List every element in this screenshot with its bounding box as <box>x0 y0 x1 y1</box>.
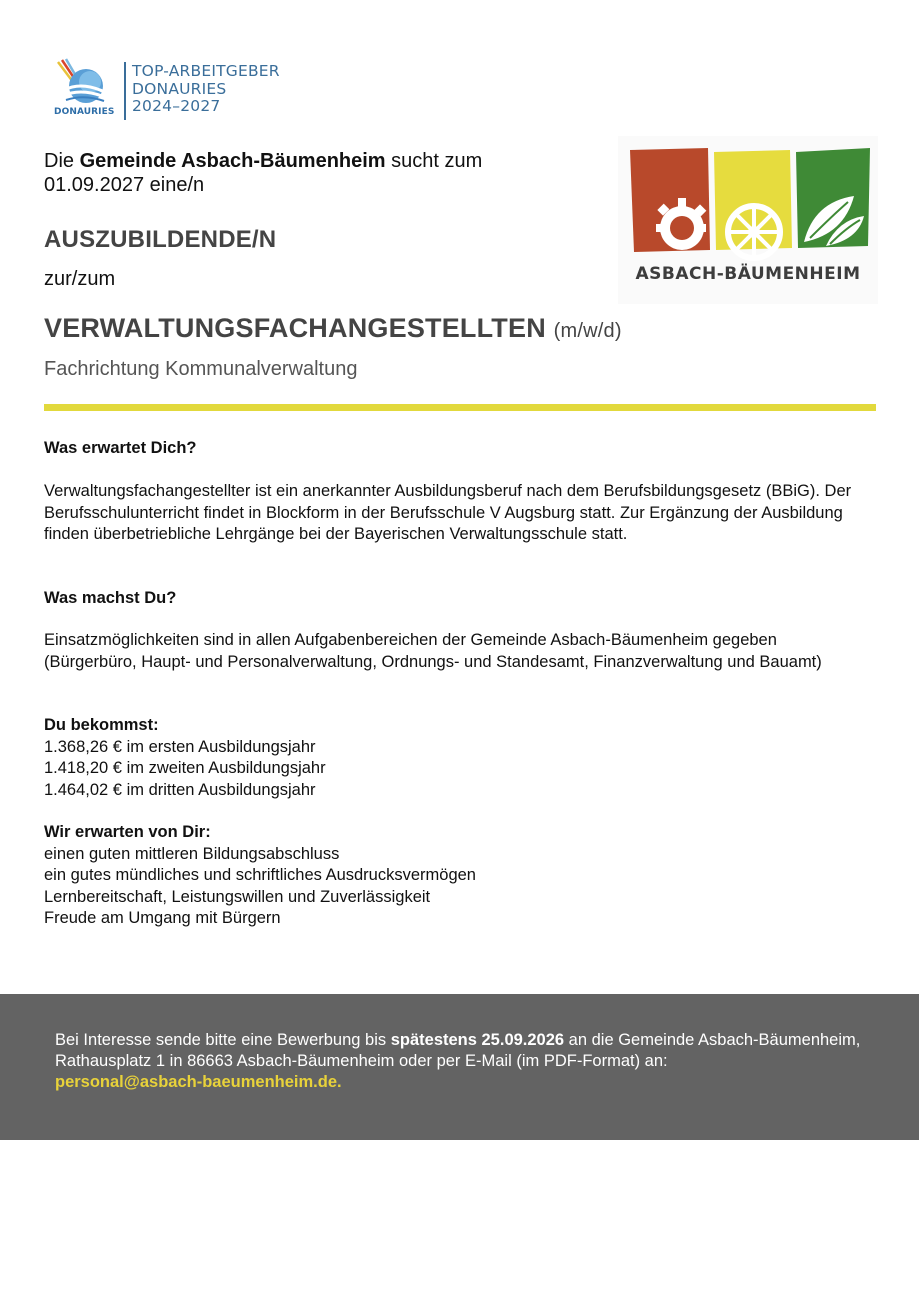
job-title-text: VERWALTUNGSFACHANGESTELLTEN <box>44 313 546 343</box>
section-requirements-heading: Wir erwarten von Dir: <box>44 823 211 841</box>
footer-deadline: spätestens 25.09.2026 <box>390 1031 565 1049</box>
requirement-item: ein gutes mündliches und schriftliches Ausdrucksvermögen <box>44 866 476 884</box>
municipality-emblem-icon <box>618 136 878 261</box>
section-tasks <box>44 588 884 610</box>
award-text <box>132 63 280 116</box>
intro-post: sucht zum <box>385 150 483 172</box>
award-line-1: TOP-ARBEITGEBER <box>132 62 280 80</box>
section-expect <box>44 438 884 460</box>
zur-zum: zur/zum <box>44 268 116 290</box>
requirement-item: Freude am Umgang mit Bürgern <box>44 909 281 927</box>
intro-text <box>44 149 482 197</box>
award-line-2: DONAURIES <box>132 79 227 98</box>
award-emblem-icon <box>50 56 130 106</box>
award-divider <box>124 62 126 120</box>
section-tasks-heading: Was machst Du? <box>44 589 177 607</box>
application-footer <box>0 994 919 1140</box>
municipality-name: ASBACH-BÄUMENHEIM <box>635 264 861 284</box>
municipality-logo <box>618 136 878 304</box>
footer-text <box>55 1030 885 1093</box>
award-brand: DONAURIES <box>54 107 115 117</box>
section-tasks-body <box>44 630 874 673</box>
yellow-divider <box>44 404 876 411</box>
intro-org: Gemeinde Asbach-Bäumenheim <box>79 150 386 172</box>
footer-email-link[interactable]: personal@asbach-baeumenheim.de. <box>55 1073 342 1091</box>
job-title-suffix: (m/w/d) <box>553 320 622 342</box>
footer-post: an die Gemeinde Asbach-Bäumenheim, Rathausplatz 1 in 86663 Asbach-Bäumenheim oder per E-Mail (im PDF-Format) an: <box>55 1031 861 1070</box>
specialization: Fachrichtung Kommunalverwaltung <box>44 358 358 380</box>
section-expect-heading: Was erwartet Dich? <box>44 439 197 457</box>
intro-date: 01.09.2027 eine/n <box>44 174 205 196</box>
award-logo <box>50 56 296 124</box>
requirement-item: einen guten mittleren Bildungsabschluss <box>44 844 340 863</box>
job-title <box>44 313 622 344</box>
section-expect-body <box>44 481 874 546</box>
footer-pre: Bei Interesse sende bitte eine Bewerbung bis <box>55 1031 391 1049</box>
section-tasks-text: Einsatzmöglichkeiten sind in allen Aufgabenbereichen der Gemeinde Asbach-Bäumenheim gegeben (Bürgerbüro, Haupt- und Personalverwaltung, Ordnungs- und Standesamt, Finanzverwaltung und Bauamt) <box>44 631 822 671</box>
section-pay-heading: Du bekommst: <box>44 716 159 734</box>
pay-item: 1.464,02 € im dritten Ausbildungsjahr <box>44 780 316 799</box>
headline: AUSZUBILDENDE/N <box>44 226 277 253</box>
pay-item: 1.368,26 € im ersten Ausbildungsjahr <box>44 737 316 756</box>
award-line-3: 2024–2027 <box>132 97 221 115</box>
section-pay <box>44 715 884 801</box>
intro-pre: Die <box>44 150 80 172</box>
section-requirements <box>44 822 884 930</box>
pay-item: 1.418,20 € im zweiten Ausbildungsjahr <box>44 759 326 777</box>
requirement-item: Lernbereitschaft, Leistungswillen und Zuverlässigkeit <box>44 887 431 906</box>
section-expect-text: Verwaltungsfachangestellter ist ein anerkannter Ausbildungsberuf nach dem Berufsbildungsgesetz (BBiG). Der Berufsschulunterricht findet in Blockform in der Berufsschule V Augsburg statt. Zur Ergänzung der Ausbildung finden überbetriebliche Lehrgänge bei der Bayerischen Verwaltungsschule statt. <box>44 482 852 543</box>
